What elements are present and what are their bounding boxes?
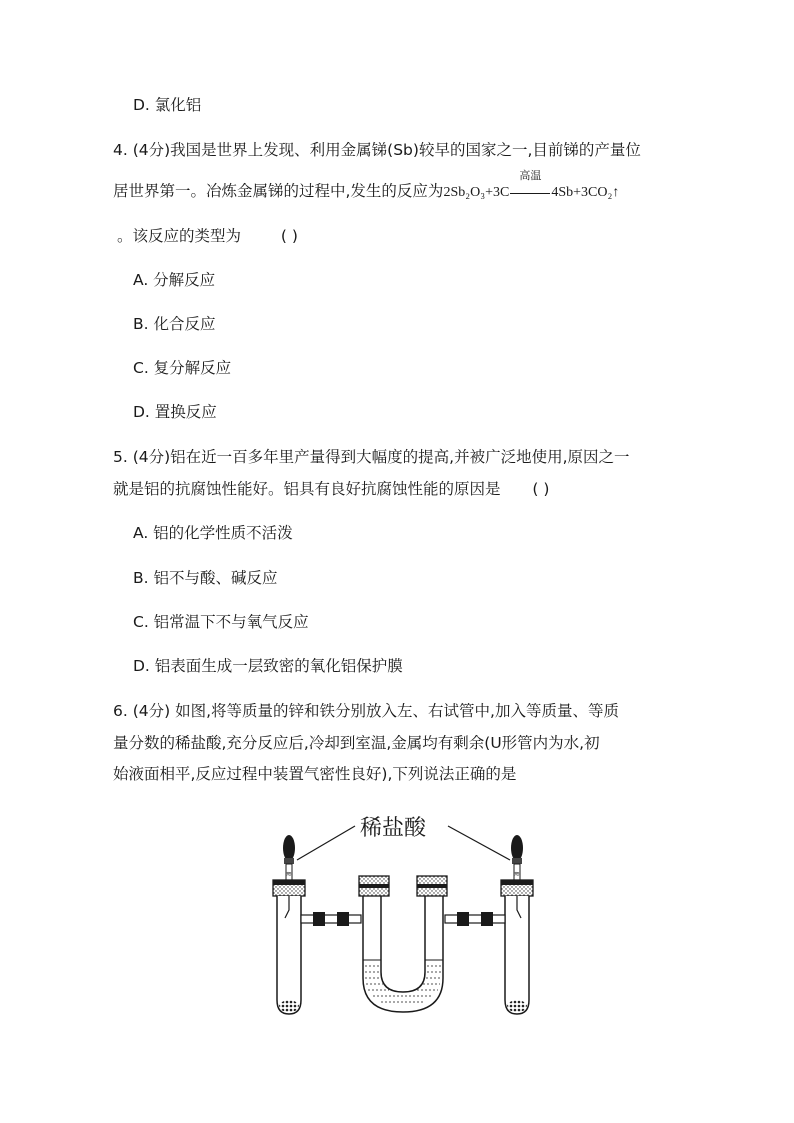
q4-line1: 4. (4分)我国是世界上发现、利用金属锑(Sb)较早的国家之一,目前锑的产量位	[113, 141, 641, 159]
figure-label-dilute-hcl: 稀盐酸	[360, 816, 427, 841]
q5-question-text: 就是铝的抗腐蚀性能好。铝具有良好抗腐蚀性能的原因是	[113, 480, 501, 498]
q4-option-d: D. 置换反应	[133, 403, 217, 421]
q4-equation	[443, 169, 620, 204]
apparatus-figure	[265, 800, 540, 1025]
left-test-tube	[273, 880, 305, 1014]
label-leader-left	[297, 826, 355, 860]
q6-line1: 6. (4分) 如图,将等质量的锌和铁分别放入左、右试管中,加入等质量、等质	[113, 702, 619, 720]
q5-line1: 5. (4分)铝在近一百多年里产量得到大幅度的提高,并被广泛地使用,原因之一	[113, 448, 630, 466]
q4-line2	[113, 169, 620, 204]
q4-answer-paren: ( )	[280, 227, 298, 245]
q5-option-d: D. 铝表面生成一层致密的氧化铝保护膜	[133, 657, 403, 675]
left-connector	[301, 912, 361, 926]
q5-option-a: A. 铝的化学性质不活泼	[133, 524, 293, 542]
option-d-prev: D. 氯化铝	[133, 96, 202, 114]
equation-condition: 高温	[509, 182, 551, 204]
water-in-u-tube	[363, 960, 443, 1010]
right-connector	[445, 912, 505, 926]
left-dropper	[283, 835, 295, 880]
q6-line2: 量分数的稀盐酸,充分反应后,冷却到室温,金属均有剩余(U形管内为水,初	[113, 734, 600, 752]
q5-line2	[113, 478, 549, 500]
q4-option-b: B. 化合反应	[133, 315, 216, 333]
u-tube	[359, 876, 447, 1012]
q4-line2-text: 居世界第一。冶炼金属锑的过程中,发生的反应为	[113, 182, 444, 200]
right-test-tube	[501, 880, 533, 1014]
q5-option-b: B. 铝不与酸、碱反应	[133, 569, 278, 587]
right-dropper	[511, 835, 523, 880]
svg-text:≋: ≋	[514, 870, 520, 878]
q6-line3: 始液面相平,反应过程中装置气密性良好),下列说法正确的是	[113, 765, 517, 783]
q4-option-a: A. 分解反应	[133, 271, 216, 289]
label-leader-right	[448, 826, 510, 860]
q4-line3	[117, 225, 298, 247]
svg-text:≋: ≋	[286, 870, 292, 878]
q4-option-c: C. 复分解反应	[133, 359, 232, 377]
equation-right: 4Sb+3CO₂↑	[551, 185, 620, 200]
q4-question-type: 。该反应的类型为	[117, 227, 242, 245]
q5-answer-paren: ( )	[532, 480, 550, 498]
equation-left: 2Sb₂O₃+3C	[443, 185, 510, 200]
q5-option-c: C. 铝常温下不与氧气反应	[133, 613, 309, 631]
